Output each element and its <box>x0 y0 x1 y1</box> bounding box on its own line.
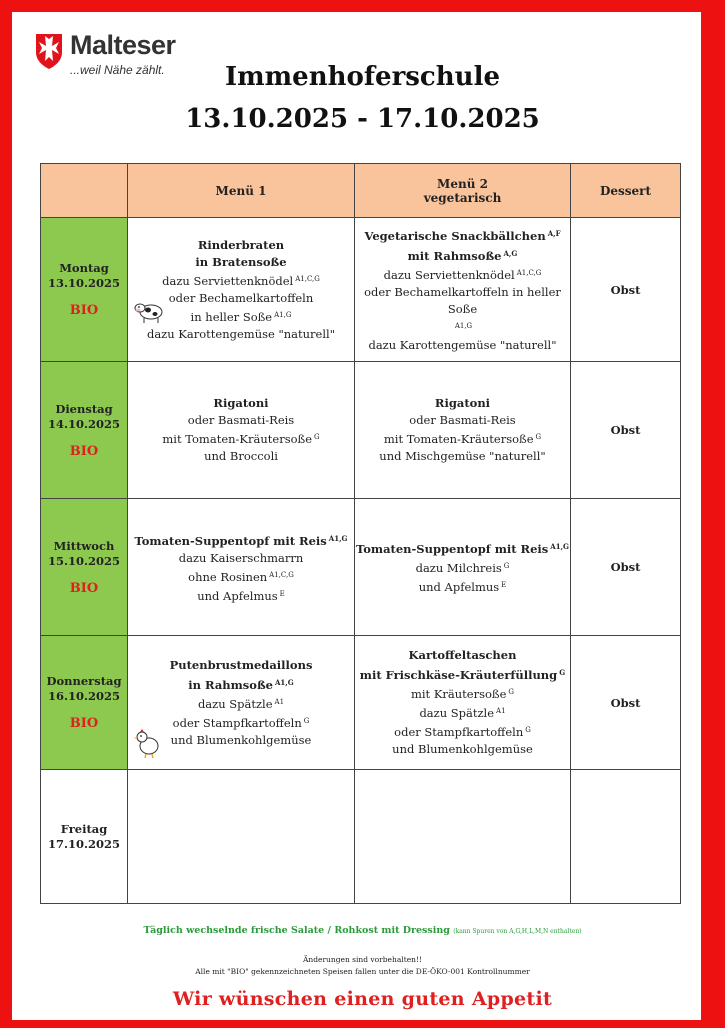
menu2-cell <box>355 499 571 636</box>
allergen-code: G <box>303 716 310 725</box>
allergen-code: A1,G <box>454 322 473 330</box>
dish-text: oder Basmati-Reis <box>409 413 516 427</box>
menu2-line <box>355 664 570 684</box>
logo-slogan: ...weil Nähe zählt. <box>70 63 165 77</box>
menu2-line <box>355 284 570 318</box>
day-name: Freitag <box>60 821 108 836</box>
dessert-cell: Obst <box>571 636 681 770</box>
allergen-code: A1,G <box>328 533 348 543</box>
dessert-cell: Obst <box>571 362 681 499</box>
day-name: Montag <box>59 261 109 275</box>
day-date: 17.10.2025 <box>47 836 121 851</box>
menu2-line <box>355 577 570 596</box>
dish-text: Rigatoni <box>213 396 269 410</box>
menu-table <box>40 163 681 904</box>
menu1-line <box>128 567 354 586</box>
day-name: Dienstag <box>55 401 113 416</box>
allergen-code: G <box>535 433 542 441</box>
header-menu1: Menü 1 <box>128 164 355 218</box>
menu2-line <box>355 538 570 558</box>
dessert-cell <box>571 770 681 904</box>
dish-text: oder Basmati-Reis <box>187 413 295 427</box>
dish-text: dazu Karottengemüse "naturell" <box>146 326 336 341</box>
day-date: 13.10.2025 <box>47 276 121 290</box>
dish-text: dazu Kaiserschmarrn <box>178 550 304 565</box>
dessert-cell: Obst <box>571 218 681 362</box>
menu2-line <box>355 741 570 758</box>
menu2-cell <box>355 770 571 904</box>
header-menu2-subtitle: vegetarisch <box>423 190 502 205</box>
dish-text: ohne Rosinen <box>188 569 268 584</box>
salad-allergens: (kann Spuren von A,G,H,L,M,N enthalten) <box>453 928 582 935</box>
menu1-line <box>128 395 354 412</box>
allergen-code: A1,C,G <box>295 274 320 283</box>
allergen-code: E <box>501 581 507 589</box>
menu2-line <box>355 412 570 429</box>
menu2-line <box>355 684 570 703</box>
day-cell <box>41 636 128 770</box>
menu1-line <box>128 586 354 605</box>
logo-name: Malteser <box>70 30 176 60</box>
menu1-line <box>128 271 354 290</box>
allergen-code: A1,G <box>275 677 294 687</box>
dish-text: Rinderbraten <box>197 237 285 252</box>
dish-text: dazu Serviettenknödel <box>383 268 515 282</box>
bio-label: BIO <box>69 303 99 318</box>
menu1-line <box>128 550 354 567</box>
header-menu2 <box>355 164 571 218</box>
allergen-code: G <box>508 688 515 696</box>
menu2-cell <box>355 362 571 499</box>
dish-text: und Blumenkohlgemüse <box>170 732 312 747</box>
dish-text: oder Stampfkartoffeln <box>394 725 524 739</box>
dish-text: oder Stampfkartoffeln <box>172 715 302 730</box>
chicken-icon <box>134 728 160 761</box>
bio-note: Alle mit "BIO" gekennzeichneten Speisen fallen unter die DE-ÖKO-001 Kontrollnummer <box>195 967 530 976</box>
dish-text: und Broccoli <box>204 449 278 463</box>
menu1-cell <box>128 218 355 362</box>
day-row <box>41 499 681 636</box>
dish-text: oder Bechamelkartoffeln <box>168 290 314 305</box>
bio-label: BIO <box>69 443 99 459</box>
header-day <box>41 164 128 218</box>
allergen-code: G <box>559 668 566 677</box>
header-menu2-title: Menü 2 <box>437 176 488 191</box>
dish-text: Putenbrustmedaillons <box>169 657 313 672</box>
week-dates: 13.10.2025 - 17.10.2025 <box>185 104 540 134</box>
allergen-code: G <box>503 562 510 570</box>
menu2-line <box>355 265 570 284</box>
menu1-line <box>128 254 354 271</box>
dish-text: Vegetarische Snackbällchen <box>364 229 546 243</box>
salad-note <box>0 925 725 936</box>
menu2-line <box>355 395 570 412</box>
day-row <box>41 362 681 499</box>
menu1-cell <box>128 362 355 499</box>
day-row <box>41 636 681 770</box>
salad-text: Täglich wechselnde frische Salate / Rohkost mit Dressing <box>143 925 450 936</box>
dish-text: dazu Spätzle <box>197 696 273 711</box>
menu1-line <box>128 530 354 550</box>
dish-text: Tomaten-Suppentopf mit Reis <box>134 533 327 548</box>
dish-text: Kartoffeltaschen <box>408 648 517 662</box>
menu1-line <box>128 237 354 254</box>
menu1-line <box>128 326 354 343</box>
dish-text: mit Kräutersoße <box>410 687 507 701</box>
allergen-code: A1,C,G <box>269 570 294 579</box>
day-row <box>41 218 681 362</box>
menu2-cell <box>355 218 571 362</box>
dish-text: in Bratensoße <box>195 254 287 269</box>
dish-text: und Apfelmus <box>197 588 278 603</box>
allergen-code: A1 <box>496 707 506 715</box>
legal-notes <box>0 954 725 978</box>
allergen-code: A,G <box>503 249 518 258</box>
allergen-code: E <box>279 589 285 598</box>
day-name: Mittwoch <box>53 538 115 553</box>
menu1-line <box>128 657 354 674</box>
menu2-line <box>355 722 570 741</box>
menu1-line <box>128 732 354 749</box>
menu1-cell <box>128 499 355 636</box>
allergen-code: A1,G <box>550 542 569 551</box>
header-dessert: Dessert <box>571 164 681 218</box>
menu1-line <box>128 713 354 732</box>
allergen-code: G <box>314 433 320 441</box>
dish-text: dazu Karottengemüse "naturell" <box>368 338 557 352</box>
day-cell <box>41 362 128 499</box>
day-name: Donnerstag <box>46 674 122 688</box>
dish-text: und Blumenkohlgemüse <box>392 742 533 756</box>
menu2-line <box>355 245 570 265</box>
menu2-line <box>355 703 570 722</box>
day-date: 16.10.2025 <box>47 689 121 703</box>
allergen-code: A1,C,G <box>516 269 542 277</box>
cow-icon <box>134 298 164 327</box>
allergen-code: G <box>525 726 531 734</box>
menu2-line <box>355 448 570 465</box>
day-date: 14.10.2025 <box>47 416 121 431</box>
dish-text: oder Bechamelkartoffeln in heller Soße <box>364 285 561 316</box>
dish-text: und Mischgemüse "naturell" <box>379 449 546 463</box>
menu1-line <box>128 448 354 465</box>
allergen-code: A,F <box>547 229 561 238</box>
greeting: Wir wünschen einen guten Appetit <box>172 988 553 1010</box>
bio-label: BIO <box>69 716 99 731</box>
school-title: Immenhoferschule <box>225 62 500 92</box>
dish-text: mit Tomaten-Kräutersoße <box>162 432 313 446</box>
dish-text: dazu Spätzle <box>419 706 495 720</box>
dish-text: Tomaten-Suppentopf mit Reis <box>356 542 549 556</box>
menu2-line <box>355 558 570 577</box>
changes-note: Änderungen sind vorbehalten!! <box>302 955 423 964</box>
day-cell <box>41 499 128 636</box>
dish-text: Rigatoni <box>434 396 491 410</box>
menu1-line <box>128 694 354 713</box>
day-cell <box>41 218 128 362</box>
menu2-line <box>355 647 570 664</box>
menu2-line <box>355 429 570 448</box>
menu1-line <box>128 412 354 429</box>
allergen-code: A1,G <box>274 310 292 319</box>
allergen-code: A1 <box>274 697 285 706</box>
dish-text: mit Tomaten-Kräutersoße <box>383 432 534 446</box>
dish-text: in heller Soße <box>190 309 273 324</box>
bio-label: BIO <box>69 580 99 596</box>
dish-text: mit Frischkäse-Kräuterfüllung <box>359 668 558 682</box>
dish-text: dazu Serviettenknödel <box>162 273 294 288</box>
menu2-line <box>355 337 570 354</box>
dish-text: und Apfelmus <box>418 580 500 594</box>
menu2-line <box>355 225 570 245</box>
day-cell <box>41 770 128 904</box>
menu1-cell <box>128 770 355 904</box>
menu1-line <box>128 674 354 694</box>
menu1-line <box>128 429 354 448</box>
dish-text: dazu Milchreis <box>415 561 502 575</box>
header-row <box>41 164 681 218</box>
day-date: 15.10.2025 <box>47 553 121 568</box>
day-row <box>41 770 681 904</box>
menu2-cell <box>355 636 571 770</box>
dish-text: mit Rahmsoße <box>407 249 502 263</box>
menu2-line <box>355 318 570 337</box>
dessert-cell: Obst <box>571 499 681 636</box>
menu1-cell <box>128 636 355 770</box>
dish-text: in Rahmsoße <box>188 677 273 692</box>
